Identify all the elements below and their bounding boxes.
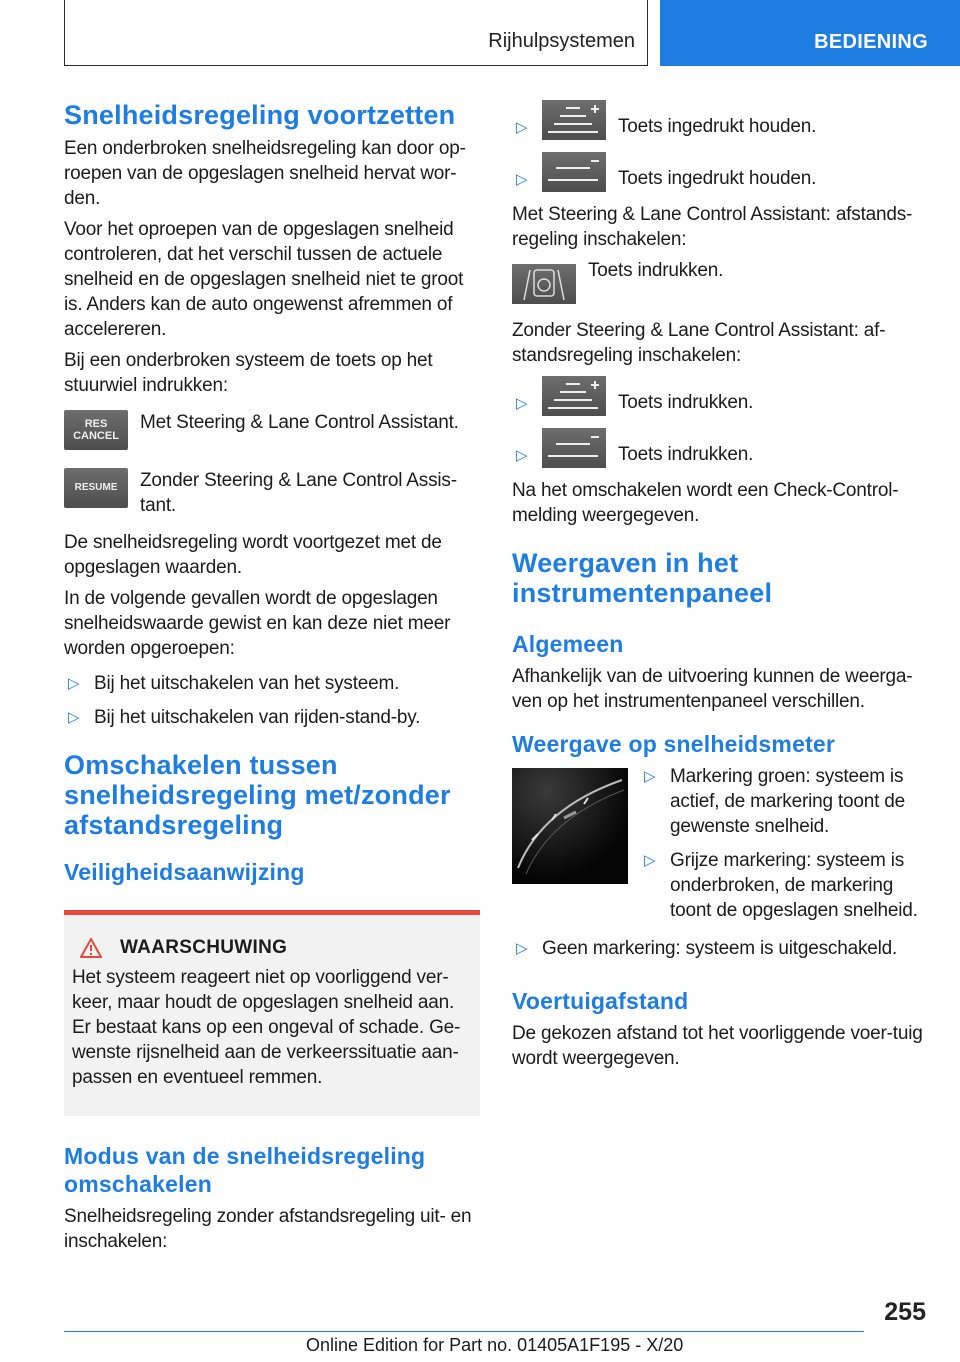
paragraph: Voor het oproepen van de opgeslagen snelheid controleren, dat het verschil tussen de actuele snelheid en de opgeslagen snelheid niet te groot is. Anders kan de auto ongewenst afremmen of accelereren. bbox=[64, 219, 464, 340]
list-item: ▷ Toets indrukken. bbox=[512, 376, 928, 416]
heading-display: Weergaven in het instrumentenpaneel bbox=[512, 548, 773, 608]
triangle-bullet-icon: ▷ bbox=[516, 395, 528, 412]
heading-distance: Voertuigafstand bbox=[512, 988, 689, 1014]
resume-row bbox=[64, 468, 480, 518]
chapter-title: BEDIENING bbox=[814, 31, 928, 53]
heading-mode: Modus van de snelheidsregeling omschakelen bbox=[64, 1143, 426, 1197]
triangle-bullet-icon: ▷ bbox=[516, 940, 528, 957]
header-chapter-box bbox=[660, 0, 960, 66]
speedometer-list bbox=[640, 764, 928, 932]
paragraph: Afhankelijk van de uitvoering kunnen de weerga-ven op het instrumentenpaneel verschillen. bbox=[512, 666, 913, 712]
resume-button-image: RESUME bbox=[64, 468, 128, 508]
res-cancel-row bbox=[64, 410, 480, 450]
heading-switch: Omschakelen tussen snelheidsregeling met/zonder afstandsregeling bbox=[64, 750, 451, 840]
speedometer-image bbox=[512, 768, 628, 884]
left-column bbox=[64, 100, 480, 1254]
triangle-bullet-icon: ▷ bbox=[516, 447, 528, 464]
triangle-bullet-icon: ▷ bbox=[516, 171, 528, 188]
paragraph: Een onderbroken snelheidsregeling kan door op-roepen van de opgeslagen snelheid hervat wor-den. bbox=[64, 138, 466, 209]
steering-assist-icon bbox=[512, 264, 576, 304]
paragraph: Bij een onderbroken systeem de toets op het stuurwiel indrukken: bbox=[64, 350, 433, 396]
paragraph: Met Steering & Lane Control Assistant: afstands-regeling inschakelen: bbox=[512, 204, 913, 250]
edition-text: Online Edition for Part no. 01405A1F195 - X/20 bbox=[306, 1335, 684, 1355]
list-item: ▷ Bij het uitschakelen van het systeem. bbox=[68, 673, 400, 694]
list-item: ▷ Toets indrukken. bbox=[512, 428, 928, 468]
res-cancel-button-image: RES CANCEL bbox=[64, 410, 128, 450]
warning-triangle-icon bbox=[80, 938, 102, 958]
resume-text: Zonder Steering & Lane Control Assis-tant. bbox=[140, 470, 457, 516]
warning-title: WAARSCHUWING bbox=[72, 937, 470, 959]
footer-divider bbox=[64, 1331, 864, 1332]
list-item: ▷ Bij het uitschakelen van rijden-stand-by. bbox=[68, 707, 421, 728]
list-item: ▷ Markering groen: systeem is actief, de markering toont de gewenste snelheid. bbox=[644, 766, 906, 837]
res-cancel-text: Met Steering & Lane Control Assistant. bbox=[140, 412, 459, 433]
distance-plus-icon bbox=[542, 376, 606, 416]
distance-minus-icon bbox=[542, 428, 606, 468]
bullet-list bbox=[512, 936, 928, 961]
warning-text: Het systeem reageert niet op voorliggend ver-keer, maar houdt de opgeslagen snelheid aan. Er bestaat kans op een ongeval of schade. Ge-wenste rijsnelheid aan de verkeerssituatie aan-passen en eventueel remmen. bbox=[72, 967, 461, 1088]
paragraph: Na het omschakelen wordt een Check-Control-melding weergegeven. bbox=[512, 480, 899, 526]
heading-safety: Veiligheidsaanwijzing bbox=[64, 859, 305, 885]
heading-general: Algemeen bbox=[512, 631, 624, 657]
paragraph: Zonder Steering & Lane Control Assistant: af-standsregeling inschakelen: bbox=[512, 320, 886, 366]
header-section-box bbox=[64, 0, 648, 66]
triangle-bullet-icon: ▷ bbox=[68, 709, 80, 726]
heading-resume: Snelheidsregeling voortzetten bbox=[64, 100, 456, 130]
page-number: 255 bbox=[884, 1298, 926, 1326]
triangle-bullet-icon: ▷ bbox=[516, 119, 528, 136]
distance-minus-icon bbox=[542, 152, 606, 192]
section-title: Rijhulpsystemen bbox=[488, 30, 635, 52]
paragraph: De gekozen afstand tot het voorliggende voer-tuig wordt weergegeven. bbox=[512, 1023, 923, 1069]
triangle-bullet-icon: ▷ bbox=[68, 675, 80, 692]
assist-row: Toets indrukken. bbox=[512, 264, 928, 304]
warning-box bbox=[64, 910, 480, 1116]
heading-speedometer: Weergave op snelheidsmeter bbox=[512, 731, 836, 757]
bullet-list bbox=[64, 671, 480, 730]
right-column bbox=[512, 100, 928, 1071]
list-item: ▷ Toets ingedrukt houden. bbox=[512, 100, 928, 140]
distance-plus-icon bbox=[542, 100, 606, 140]
paragraph: Snelheidsregeling zonder afstandsregeling uit- en inschakelen: bbox=[64, 1206, 472, 1252]
paragraph: De snelheidsregeling wordt voortgezet met de opgeslagen waarden. bbox=[64, 532, 442, 578]
list-item: ▷ Grijze markering: systeem is onderbroken, de markering toont de opgeslagen snelheid. bbox=[644, 850, 918, 921]
list-item: ▷ Geen markering: systeem is uitgeschakeld. bbox=[516, 938, 898, 959]
triangle-bullet-icon: ▷ bbox=[644, 852, 656, 869]
triangle-bullet-icon: ▷ bbox=[644, 768, 656, 785]
speedometer-block bbox=[512, 768, 928, 932]
list-item: ▷ Toets ingedrukt houden. bbox=[512, 152, 928, 192]
paragraph: In de volgende gevallen wordt de opgeslagen snelheidswaarde gewist en kan deze niet meer worden opgeroepen: bbox=[64, 588, 451, 659]
